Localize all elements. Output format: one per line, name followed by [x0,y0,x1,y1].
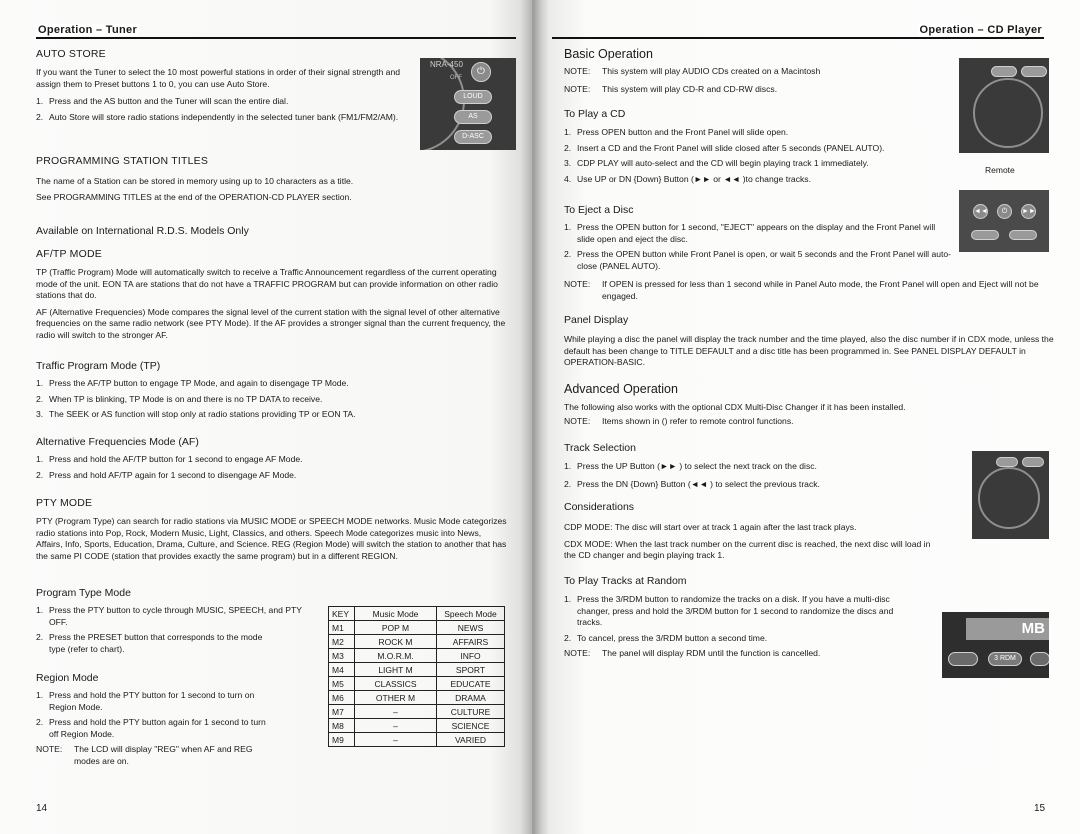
d-asc-button: D-ASC [454,130,492,144]
col-header-music: Music Mode [355,607,437,621]
basic-note-2: NOTE: This system will play CD-R and CD-RW discs. [564,83,778,94]
right-page-number: 15 [1034,803,1046,814]
list-item: 2. Press and hold the PTY button again for 1 second to turn off Region Mode. [36,717,266,739]
pty-section [36,497,508,562]
table-row: M1 POP M NEWS [329,621,505,635]
player-button [996,457,1018,467]
programming-p2: See PROGRAMMING TITLES at the end of the OPERATION-CD PLAYER section. [36,191,352,202]
af-tp-p2: AF (Alternative Frequencies) Mode compares the signal level of the current station with the signal level of other alternative frequencies on the same radio network (see PTY Mode). If the AF provides a stronger signal than the current frequency, the radio will switch to the stronger AF. [36,306,506,340]
list-item: 1. Press the OPEN button for 1 second, "EJECT" appears on the display and the Front Panel will slide open and eject the disc. [564,222,936,244]
list-item: 2. Press the OPEN button while Front Panel is open, or wait 5 seconds and the Front Panel will auto-close (PANEL AUTO). [564,249,952,271]
remote-photo [959,190,1049,252]
region-section [36,672,272,768]
pty-title: PTY MODE [36,497,93,509]
advanced-section [564,382,1060,427]
forward-icon: ►► [1021,204,1036,219]
player-button [1021,66,1047,77]
considerations-title: Considerations [564,501,635,513]
list-item: 1. Press the UP Button (►► ) to select the next track on the disc. [564,461,817,471]
left-page-header [36,19,516,39]
rdm-button: 3 RDM [988,652,1022,666]
basic-operation-section [564,47,964,95]
left-page-number: 14 [36,803,48,814]
list-item: 1. Press and the AS button and the Tuner will scan the entire dial. [36,96,289,107]
left-page [0,0,532,834]
list-item: 2. Press the PRESET button that corresponds to the mode type (refer to chart). [36,632,263,654]
dial-ring [973,78,1043,148]
basic-operation-title: Basic Operation [564,47,653,61]
right-header-title: Operation – CD Player [919,24,1042,36]
table-row: M9 – VARIED [329,733,505,747]
list-item: 2. Insert a CD and the Front Panel will slide closed after 5 seconds (PANEL AUTO). [564,142,885,153]
table-row: M5 CLASSICS EDUCATE [329,677,505,691]
eject-note: NOTE: If OPEN is pressed for less than 1 second while in Panel Auto mode, the Front Panel will open and Eject will not be engaged. [564,279,1039,301]
right-page [532,0,1080,834]
panel-display-section [564,314,1060,369]
advanced-title: Advanced Operation [564,382,678,396]
programming-title: PROGRAMMING STATION TITLES [36,155,209,167]
preset-button [1030,652,1049,666]
program-type-title: Program Type Mode [36,587,131,599]
eject-section [564,204,954,276]
play-cd-title: To Play a CD [564,108,626,120]
table-row: M7 – CULTURE [329,705,505,719]
rds-title: Available on International R.D.S. Models Only [36,225,249,237]
remote-button [971,230,999,240]
panel-display-p: While playing a disc the panel will display the track number and the time played, also the disc number if in CDX mode, unless the default has been change to TITLE DEFAULT and a disc title has been programmed in. See PANEL DISPLAY DEFAULT in OPERATION-BASIC. [564,334,1054,368]
region-title: Region Mode [36,672,99,684]
table-row: M4 LIGHT M SPORT [329,663,505,677]
model-label: NRA-450 [430,60,463,69]
eject-title: To Eject a Disc [564,204,634,216]
cd-player-photo [959,58,1049,153]
book-gutter [520,0,550,834]
cd-player-photo-2 [972,451,1049,539]
considerations-p1: CDP MODE: The disc will start over at track 1 again after the last track plays. [564,522,857,532]
track-selection-title: Track Selection [564,442,636,454]
auto-store-intro: If you want the Tuner to select the 10 most powerful stations in order of their signal strength and assign them to Preset buttons 1 to 0, you can use Auto Store. [36,67,401,89]
dial-ring [978,467,1040,529]
table-row: M6 OTHER M DRAMA [329,691,505,705]
track-selection-section [564,442,954,494]
auto-store-section [36,48,414,127]
lcd-display: MB [966,618,1049,640]
af-tp-section [36,248,508,342]
alt-freq-title: Alternative Frequencies Mode (AF) [36,436,199,448]
list-item: 2. Press and hold AF/TP again for 1 second to disengage AF Mode. [36,469,297,480]
considerations-p2: CDX MODE: When the last track number on the current disc is reached, the next disc will load in the CD changer and begin playing track 1. [564,538,931,561]
list-item: 2. When TP is blinking, TP Mode is on and there is no TP DATA to receive. [36,393,323,404]
remote-caption: Remote [985,165,1015,175]
traffic-title: Traffic Program Mode (TP) [36,360,161,372]
power-icon: ⏻ [997,204,1012,219]
rdm-display-photo [942,612,1049,678]
random-note: NOTE: The panel will display RDM until the function is cancelled. [564,648,821,659]
player-button [1022,457,1044,467]
list-item: 3. CDP PLAY will auto-select and the CD will begin playing track 1 immediately. [564,158,869,169]
rewind-icon: ◄◄ [973,204,988,219]
loud-button: LOUD [454,90,492,104]
panel-display-title: Panel Display [564,314,629,326]
region-note: NOTE: The LCD will display "REG" when AF and REG modes are on. [36,744,253,766]
as-button: AS [454,110,492,124]
list-item: 3. The SEEK or AS function will stop only at radio stations providing TP or EON TA. [36,409,356,420]
considerations-section [564,501,944,562]
tuner-device-photo [420,58,516,150]
advanced-p: The following also works with the optional CDX Multi-Disc Changer if it has been installed. [564,402,906,412]
left-header-title: Operation – Tuner [38,24,138,36]
programming-p1: The name of a Station can be stored in memory using up to 10 characters as a title. [36,176,354,186]
preset-button [948,652,978,666]
power-icon: ⏻ [471,62,491,82]
auto-store-title: AUTO STORE [36,48,106,60]
remote-button [1009,230,1037,240]
player-button [991,66,1017,77]
af-tp-p1: TP (Traffic Program) Mode will automatically switch to receive a Traffic Announcement regardless of the current operating mode of the unit. EON TA are stations that do not have a TRAFFIC PROGRAM but can provide information on other radio stations that do. [36,267,498,301]
list-item: 1. Press and hold the AF/TP button for 1 second to engage AF Mode. [36,454,303,464]
traffic-section [36,360,508,425]
list-item: 2. Press the DN {Down} Button (◄◄ ) to select the previous track. [564,478,820,489]
list-item: 1. Press the AF/TP button to engage TP Mode, and again to disengage TP Mode. [36,378,349,388]
list-item: 1. Press the PTY button to cycle through MUSIC, SPEECH, and PTY OFF. [36,605,302,627]
random-title: To Play Tracks at Random [564,575,687,587]
table-row: M8 – SCIENCE [329,719,505,733]
col-header-speech: Speech Mode [437,607,505,621]
programming-section [36,155,506,203]
list-item: 1. Press and hold the PTY button for 1 second to turn on Region Mode. [36,690,255,712]
list-item: 2. Auto Store will store radio stations independently in the selected tuner bank (FM1/FM2/AM). [36,111,399,122]
list-item: 2. To cancel, press the 3/RDM button a second time. [564,632,768,643]
alt-freq-section [36,436,508,485]
basic-note-1: NOTE: This system will play AUDIO CDs created on a Macintosh [564,66,821,76]
advanced-note: NOTE: Items shown in () refer to remote control functions. [564,415,794,426]
table-row: M2 ROCK M AFFAIRS [329,635,505,649]
table-row: M3 M.O.R.M. INFO [329,649,505,663]
right-page-header [552,19,1044,39]
list-item: 1. Press the 3/RDM button to randomize the tracks on a disk. If you have a multi-disc changer, press and hold the 3/RDM button for 1 second to randomize the discs and tracks. [564,594,894,628]
play-cd-section [564,108,964,189]
pty-p: PTY (Program Type) can search for radio stations via MUSIC MODE or SPEECH MODE networks. Music Mode categorizes radio stations into Pop, Rock, Modern Music, Light, Classics, and others. Speech Mode categorizes music into News, Affairs, Info, Sports, Education, Drama, Culture, and Science. REG (Region Mode) will switch the station to another that has the same PI CODE (station that provides exactly the same program) but in a different REGION. [36,516,507,561]
af-tp-title: AF/TP MODE [36,248,102,260]
off-label: OFF [450,75,462,81]
list-item: 1. Press OPEN button and the Front Panel will slide open. [564,127,789,137]
table-header-row [329,607,505,621]
list-item: 4. Use UP or DN {Down} Button (►► or ◄◄ )to change tracks. [564,173,811,184]
pty-key-table [328,606,505,747]
col-header-key: KEY [329,607,355,621]
program-type-section [36,587,320,659]
random-section [564,575,944,660]
